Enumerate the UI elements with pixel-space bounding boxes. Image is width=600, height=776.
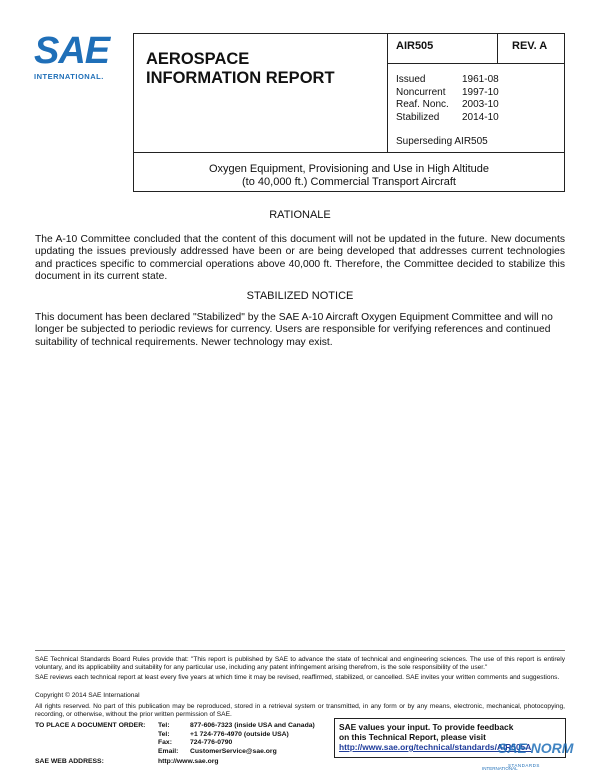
rationale-heading: RATIONALE: [269, 209, 331, 221]
footer-divider: [35, 650, 565, 651]
date-row-issued: [396, 74, 499, 87]
report-type-line2: INFORMATION REPORT: [146, 69, 335, 87]
stabilized-heading: STABILIZED NOTICE: [246, 290, 354, 302]
web-address: [35, 758, 219, 765]
date-label: Noncurrent: [396, 86, 446, 98]
document-subject: [134, 163, 564, 189]
sae-norm-watermark: SAE NORM: [498, 740, 574, 756]
copyright-text: Copyright © 2014 SAE International: [35, 692, 140, 699]
date-label: Stabilized: [396, 111, 440, 123]
watermark-sub: STANDARDS: [508, 763, 540, 768]
order-label: TO PLACE A DOCUMENT ORDER:: [35, 722, 146, 729]
header-divider: [134, 152, 564, 153]
report-header: [133, 33, 565, 192]
date-row-stabilized: [396, 112, 499, 125]
rationale-text: The A-10 Committee concluded that the content of this document will not be updated in the future. New documents updating the issues previously addressed have been or are being developed that addresses current technologies and practices specific to commercial operations above 40,000 ft. Therefore, the Committee decided to stabilize this document in its current state.: [35, 234, 565, 283]
feedback-link[interactable]: http://www.sae.org/technical/standards/AIR505A: [339, 742, 532, 752]
date-list: [396, 74, 499, 124]
feedback-line1: SAE values your input. To provide feedback: [339, 722, 514, 732]
feedback-line2: on this Technical Report, please visit: [339, 732, 486, 742]
doc-number: AIR505: [388, 34, 498, 64]
superseding: Superseding AIR505: [396, 136, 488, 147]
report-type-line1: AEROSPACE: [146, 50, 250, 68]
board-rules-text: SAE Technical Standards Board Rules provide that: "This report is published by SAE to advance the state of technical and engineering sciences. The use of this report is entirely voluntary, and its applicability and suitability for any particular use, including any patent infringement arising therefrom, is the sole responsibility of the user.": [35, 656, 565, 672]
report-type: [146, 50, 335, 88]
date-value: 2003-10: [462, 99, 499, 110]
contact-value: 877-606-7323 (inside USA and Canada): [190, 722, 315, 729]
contact-value: +1 724-776-4970 (outside USA): [190, 730, 289, 738]
sae-logo: SAE: [34, 30, 110, 72]
subject-line1: Oxygen Equipment, Provisioning and Use in High Altitude: [208, 163, 490, 175]
contact-label: Tel:: [158, 730, 170, 738]
rights-text: All rights reserved. No part of this publication may be reproduced, stored in a retrieval system or transmitted, in any form or by any means, electronic, mechanical, photocopying, recording, or otherwise, without the prior written permission of SAE.: [35, 703, 565, 719]
contact-label: Tel:: [158, 722, 170, 729]
stabilized-text: This document has been declared "Stabilized" by the SAE A-10 Aircraft Oxygen Equipment Committee and will no longer be subjected to periodic reviews for currency. Users are responsible for verifying references and continued suitability of technical requirements. Newer technology may exist.: [35, 312, 553, 348]
subject-line2: (to 40,000 ft.) Commercial Transport Aircraft: [242, 176, 456, 188]
contact-label: Email:: [158, 747, 179, 755]
review-text: SAE reviews each technical report at least every five years at which time it may be revised, reaffirmed, stabilized, or cancelled. SAE invites your written comments and suggestions.: [35, 674, 560, 681]
date-row-reaf: [396, 99, 499, 112]
watermark-intl: INTERNATIONAL: [482, 766, 518, 771]
contact-label: Fax:: [158, 739, 172, 747]
date-value: 1997-10: [462, 86, 499, 98]
date-label: Issued: [396, 74, 426, 85]
order-info: [35, 722, 315, 756]
sae-logo-subtitle: INTERNATIONAL.: [34, 72, 104, 81]
web-label: SAE WEB ADDRESS:: [35, 758, 104, 765]
date-row-noncurrent: [396, 87, 499, 100]
contact-email[interactable]: CustomerService@sae.org: [190, 747, 277, 755]
date-value: 2014-10: [462, 111, 499, 123]
revision: REV. A: [498, 34, 564, 64]
contact-value: 724-776-0790: [190, 739, 233, 747]
date-label: Reaf. Nonc.: [396, 99, 449, 110]
web-link[interactable]: http://www.sae.org: [158, 758, 219, 765]
date-value: 1961-08: [462, 74, 499, 85]
report-type-cell: [134, 34, 388, 152]
